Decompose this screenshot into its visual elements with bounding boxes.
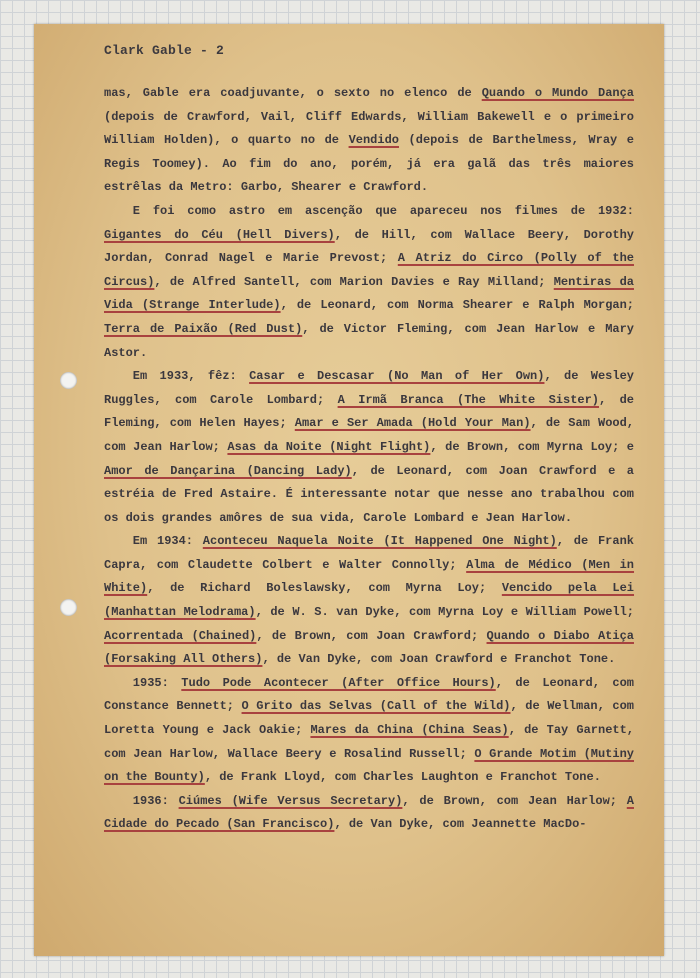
text-run: , de Wellman, com Loretta Young e Jack Oakie; [104, 699, 634, 738]
punch-hole [60, 372, 77, 389]
text-run: , de Sam Wood, com Jean Harlow; [104, 416, 635, 454]
text-run: , de W. S. van Dyke, com Myrna Loy e William Powell; [255, 605, 634, 620]
paragraph [104, 672, 634, 790]
body-text [104, 82, 634, 837]
text-run: , de Richard Boleslawsky, com Myrna Loy; [147, 581, 502, 596]
text-run: mas, Gable era coadjuvante, o sexto no elenco de [104, 86, 482, 100]
film-title: A Irmã Branca (The White Sister) [337, 392, 599, 407]
film-title: O Grande Motim (Mutiny on the Bounty) [104, 746, 634, 785]
text-run: E foi como astro em ascenção que apareceu nos filmes de 1932: [132, 203, 634, 218]
film-title: Gigantes do Céu (Hell Divers) [104, 227, 335, 242]
paragraph [104, 82, 634, 200]
text-run: 1935: [132, 675, 182, 690]
film-title: A Atriz do Circo (Polly of the Circus) [104, 251, 634, 289]
film-title: Amar e Ser Amada (Hold Your Man) [294, 416, 531, 431]
film-title: Casar e Descasar (No Man of Her Own) [249, 369, 545, 384]
text-run: , de Brown, com Joan Crawford; [256, 628, 487, 643]
paragraph [104, 200, 634, 365]
film-title: Vendido [348, 133, 399, 148]
text-run: (depois de Barthelmess, Wray e Regis Toomey). Ao fim do ano, porém, já era galã das três maiores estrêlas da Metro: Garbo, Shearer e Crawford. [104, 133, 634, 195]
text-run: , de Brown, com Myrna Loy; e [430, 439, 635, 454]
punch-hole [60, 599, 77, 616]
paragraph [104, 530, 634, 672]
film-title: A Cidade do Pecado (San Francisco) [104, 793, 634, 832]
film-title: Asas da Noite (Night Flight) [227, 439, 431, 454]
film-title: Ciúmes (Wife Versus Secretary) [178, 793, 403, 808]
text-run: , de Van Dyke, com Jeannette MacDo- [334, 817, 587, 832]
text-run: , de Leonard, com Joan Crawford e a estréia de Fred Astaire. É interessante notar que nesse ano trabalhou com os dois grandes amôres de sua vida, Carole Lombard e Jean Harlow. [104, 463, 634, 525]
film-title: Mentiras da Vida (Strange Interlude) [104, 274, 634, 313]
text-run: , de Van Dyke, com Joan Crawford e Franchot Tone. [262, 652, 616, 667]
text-run: (depois de Crawford, Vail, Cliff Edwards, William Bakewell e o primeiro William Holden), o quarto no de [104, 109, 634, 148]
page-header: Clark Gable - 2 [104, 43, 225, 58]
text-run: , de Fleming, com Helen Hayes; [104, 392, 634, 431]
film-title: Vencido pela Lei (Manhattan Melodrama) [104, 581, 635, 620]
text-run: Em 1933, fêz: [132, 369, 250, 384]
film-title: Amor de Dançarina (Dancing Lady) [104, 463, 352, 478]
film-title: Terra de Paixão (Red Dust) [104, 321, 303, 336]
text-run: , de Wesley Ruggles, com Carole Lombard; [104, 369, 634, 407]
text-run: , de Hill, com Wallace Beery, Dorothy Jordan, Conrad Nagel e Marie Prevost; [104, 227, 634, 266]
paragraph [104, 365, 634, 530]
film-title: Aconteceu Naquela Noite (It Happened One Night) [202, 534, 557, 549]
paragraph [104, 790, 634, 837]
text-run: , de Victor Fleming, com Jean Harlow e Mary Astor. [104, 321, 635, 360]
text-run: Em 1934: [132, 534, 203, 549]
text-run: , de Brown, com Jean Harlow; [402, 793, 627, 808]
film-title: Alma de Médico (Men in White) [104, 557, 635, 596]
film-title: Tudo Pode Acontecer (After Office Hours) [181, 675, 496, 690]
text-run: , de Frank Capra, com Claudette Colbert e Walter Connolly; [104, 534, 634, 572]
text-run: , de Tay Garnett, com Jean Harlow, Wallace Beery e Rosalind Russell; [104, 723, 634, 761]
text-run: 1936: [132, 793, 179, 808]
film-title: Quando o Mundo Dança [481, 86, 635, 100]
typewritten-page [34, 24, 664, 956]
film-title: Quando o Diabo Atiça (Forsaking All Others) [104, 628, 634, 667]
text-run: , de Leonard, com Norma Shearer e Ralph Morgan; [280, 298, 634, 313]
film-title: Acorrentada (Chained) [104, 628, 257, 643]
film-title: O Grito das Selvas (Call of the Wild) [241, 699, 511, 714]
text-run: , de Alfred Santell, com Marion Davies e Ray Milland; [154, 274, 554, 289]
film-title: Mares da China (China Seas) [310, 723, 509, 738]
text-run: , de Frank Lloyd, com Charles Laughton e Franchot Tone. [204, 770, 601, 785]
text-run: , de Leonard, com Constance Bennett; [104, 675, 635, 714]
